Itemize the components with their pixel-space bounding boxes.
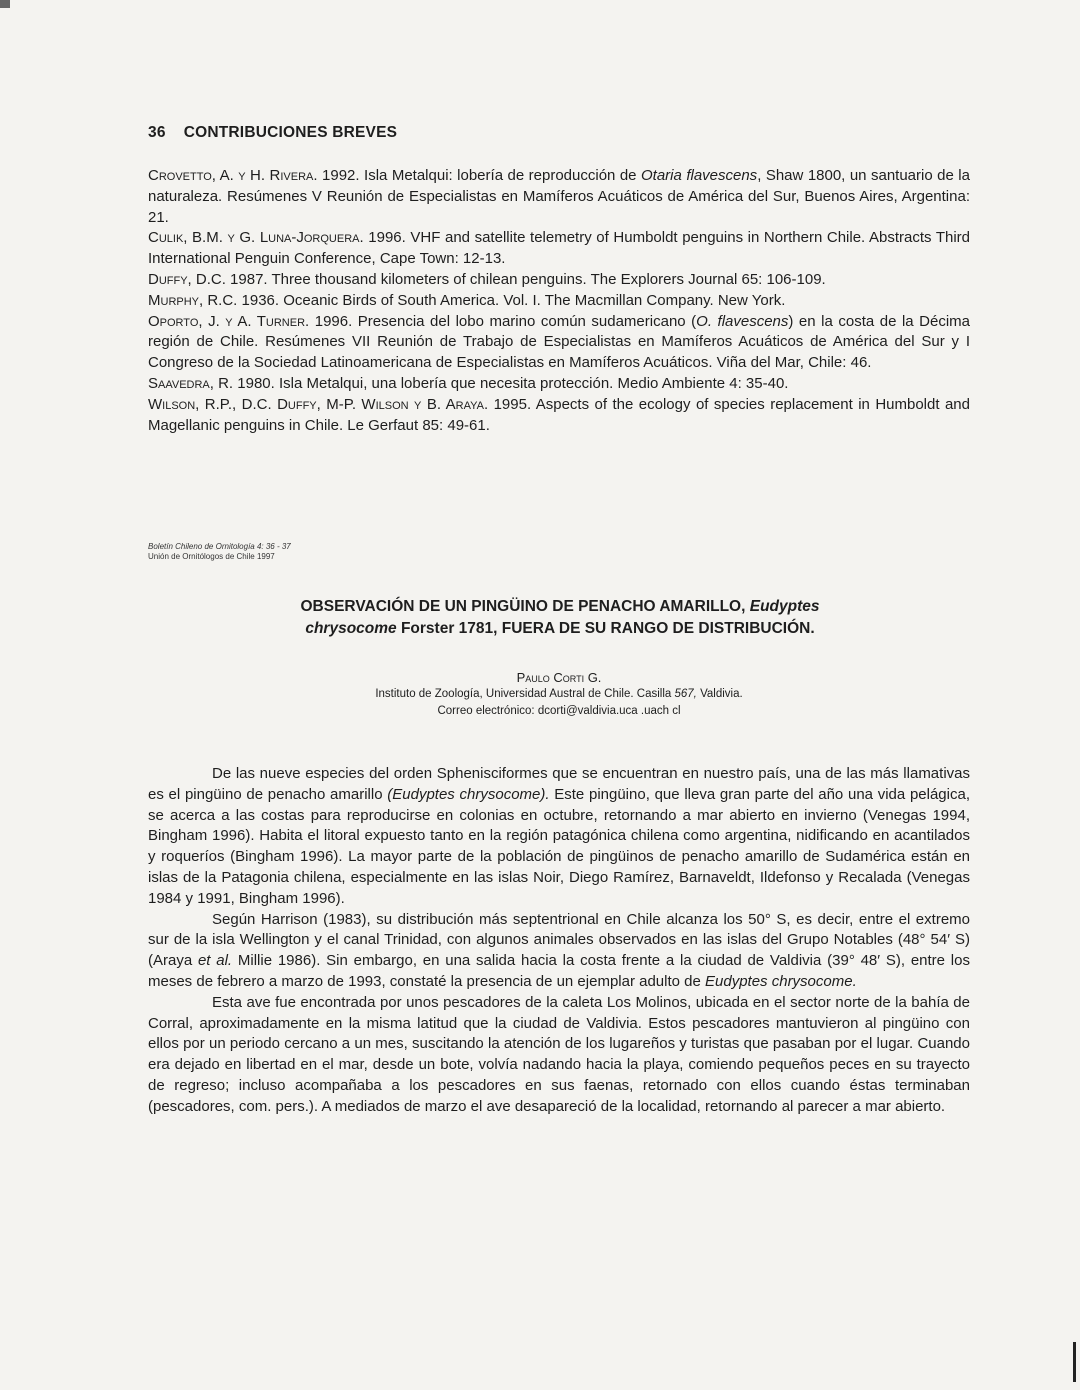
reference-author: Crovetto, A. y H. Rivera. (148, 167, 318, 184)
reference-author: Culik, B.M. y G. Luna-Jorquera. (148, 229, 364, 247)
reference-entry: Crovetto, A. y H. Rivera. 1992. Isla Metalqui: lobería de reproducción de Otaria flavescens, Shaw 1800, un santuario de la naturaleza. Resúmenes V Reunión de Especialistas en Mamíferos Acuáticos de América del Sur, Buenos Aires, Argentina: 21. (148, 167, 970, 226)
article-title: OBSERVACIÓN DE UN PINGÜINO DE PENACHO AMARILLO, Eudyptes chrysocome Forster 1781, FUERA DE SU RANGO DE DISTRIBUCIÓN. (300, 598, 820, 637)
reference-entry: Duffy, D.C. 1987. Three thousand kilometers of chilean penguins. The Explorers Journal 65: 106-109. (148, 270, 826, 288)
scan-edge-mark (0, 0, 10, 8)
author-email: Correo electrónico: dcorti@valdivia.uca .uach cl (437, 705, 681, 717)
reference-author: Wilson, R.P., D.C. Duffy, M-P. Wilson y B. Araya. (148, 395, 489, 413)
reference-author: Oporto, J. y A. Turner. (148, 312, 310, 330)
author-affiliation: Instituto de Zoología, Universidad Austral de Chile. Casilla 567, Valdivia. (375, 688, 743, 700)
body-paragraph: Según Harrison (1983), su distribución más septentrional en Chile alcanza los 50° S, es decir, entre el extremo sur de la isla Wellington y el canal Trinidad, con algunos animales observados en las islas del Grupo Notables (48° 54′ S) (Araya et al. Millie 1986). Sin embargo, en una salida hacia la costa frente a la ciudad de Valdivia (39° 48′ S), entre los meses de febrero a marzo de 1993, constaté la presencia de un ejemplar adulto de Eudyptes chrysocome. (148, 910, 970, 990)
reference-author: Murphy, R.C. (148, 291, 238, 309)
reference-author: Saavedra, R. (148, 374, 234, 392)
reference-author: Duffy, D.C. (148, 270, 226, 288)
reference-list (148, 166, 970, 436)
running-header (148, 124, 397, 142)
reference-entry: Wilson, R.P., D.C. Duffy, M-P. Wilson y B. Araya. 1995. Aspects of the ecology of species replacement in Humboldt and Magellanic penguins in Chile. Le Gerfaut 85: 49-61. (148, 395, 970, 434)
journal-publisher: Unión de Ornitólogos de Chile 1997 (148, 552, 275, 561)
journal-citation: Boletín Chileno de Ornitología 4: 36 - 37 (148, 542, 291, 551)
page-number: 36 (148, 124, 166, 141)
body-paragraph: Esta ave fue encontrada por unos pescadores de la caleta Los Molinos, ubicada en el sector norte de la bahía de Corral, aproximadamente en la misma latitud que la ciudad de Valdivia. Estos pescadores mantuvieron al pingüino con ellos por un periodo cercano a un mes, suscitando la atención de los lugareños y turistas que pasaban por el lugar. Cuando era dejado en libertad en el mar, desde un bote, volvía nadando hacia la playa, comiendo pequeños peces en su trayecto de regreso; incluso acompañaba a los pescadores en sus faenas, retornado con ellos cuando éstas terminaban (pescadores, com. pers.). A mediados de marzo el ave desapareció de la localidad, retornando al parecer a mar abierto. (148, 993, 970, 1115)
body-paragraph: De las nueve especies del orden Sphenisciformes que se encuentran en nuestro país, una de las más llamativas es el pingüino de penacho amarillo (Eudyptes chrysocome). Este pingüino, que lleva gran parte del año una vida pelágica, se acerca a las costas para reproducirse en colonias en octubre, retornando a mar abierto en invierno (Venegas 1994, Bingham 1996). Habita el litoral expuesto tanto en la región patagónica chilena como argentina, nidificando en acantilados y roqueríos (Bingham 1996). La mayor parte de la población de pingüinos de penacho amarillo de Sudamérica están en islas de la Patagonia chilena, especialmente en las islas Noir, Diego Ramírez, Barnaveldt, Ildefonso y Recalada (Venegas 1984 y 1991, Bingham 1996). (148, 765, 970, 907)
reference-entry: Culik, B.M. y G. Luna-Jorquera. 1996. VHF and satellite telemetry of Humboldt penguins in Northern Chile. Abstracts Third International Penguin Conference, Cape Town: 12-13. (148, 229, 971, 268)
scan-edge-mark (1073, 1342, 1076, 1382)
reference-entry: Murphy, R.C. 1936. Oceanic Birds of South America. Vol. I. The Macmillan Company. New York. (148, 291, 786, 309)
reference-entry: Oporto, J. y A. Turner. 1996. Presencia del lobo marino común sudamericano (O. flavescens) en la costa de la Décima región de Chile. Resúmenes VII Reunión de Trabajo de Especialistas en Mamíferos Acuáticos de América del Sur y I Congreso de la Sociedad Latinoamericana de Especialistas en Mamíferos Acuáticos. Viña del Mar, Chile: 46. (148, 312, 971, 372)
article-body (148, 764, 970, 1118)
journal-info (148, 542, 291, 562)
author-block (148, 669, 970, 720)
section-title: CONTRIBUCIONES BREVES (183, 124, 398, 141)
reference-entry: Saavedra, R. 1980. Isla Metalqui, una lobería que necesita protección. Medio Ambiente 4: 35-40. (148, 374, 789, 392)
author-name: Paulo Corti G. (516, 670, 602, 685)
